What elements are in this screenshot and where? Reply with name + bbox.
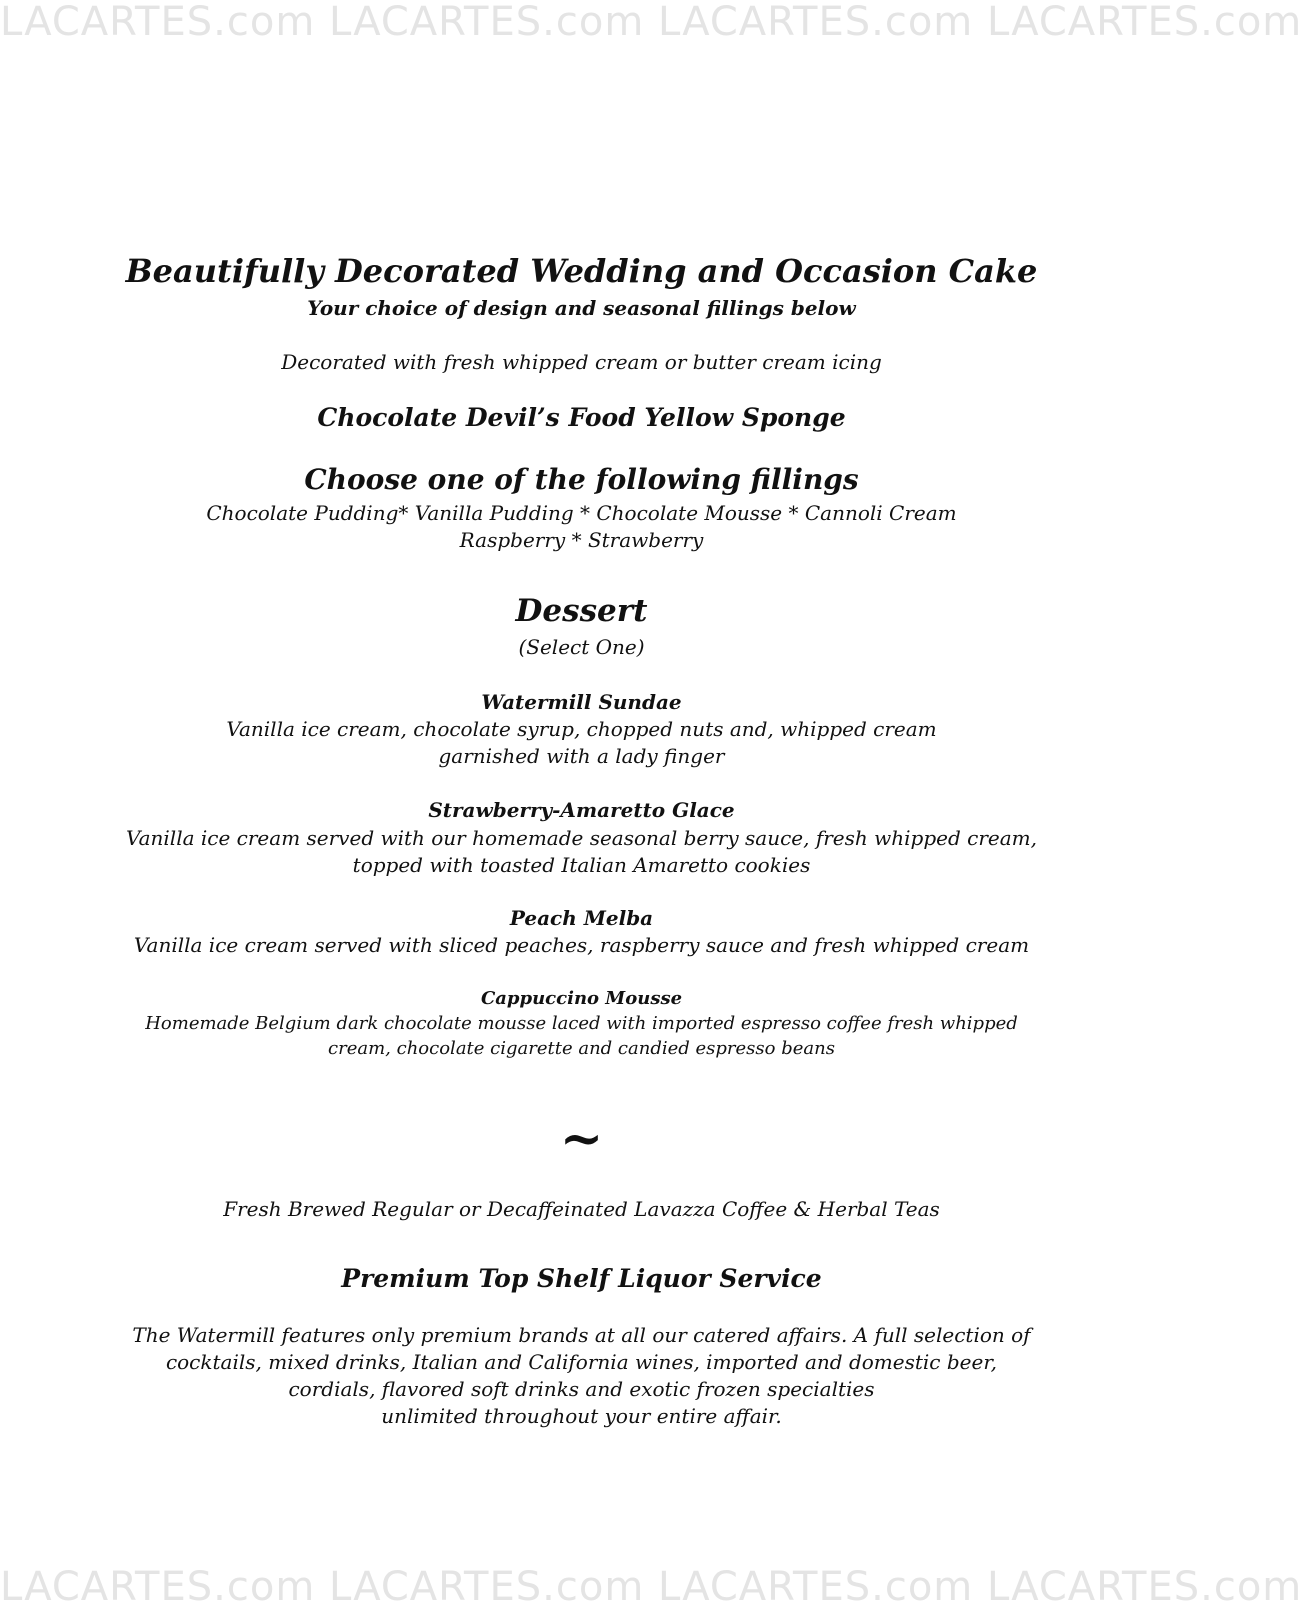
liquor-desc: The Watermill features only premium brands at all our catered affairs. A full selection of xyxy=(132,1323,1031,1347)
dessert-item-desc: topped with toasted Italian Amaretto cookies xyxy=(352,853,811,877)
dessert-item-desc: cream, chocolate cigarette and candied espresso beans xyxy=(328,1038,835,1059)
dessert-item-desc: Homemade Belgium dark chocolate mousse laced with imported espresso coffee fresh whipped xyxy=(145,1013,1018,1034)
dessert-item-desc: garnished with a lady finger xyxy=(438,744,725,768)
fillings-line-2: Raspberry * Strawberry xyxy=(459,528,704,552)
cake-subtitle: Your choice of design and seasonal fillings below xyxy=(307,296,856,320)
watermark-top: LACARTES.com LACARTES.com LACARTES.com LACARTES.com xyxy=(0,0,1302,45)
dessert-item-name: Watermill Sundae xyxy=(481,690,682,714)
dessert-item-name: Strawberry-Amaretto Glace xyxy=(428,798,735,822)
fillings-heading: Choose one of the following fillings xyxy=(304,463,859,496)
coffee-line: Fresh Brewed Regular or Decaffeinated Lavazza Coffee & Herbal Teas xyxy=(223,1197,940,1221)
dessert-item-desc: Vanilla ice cream, chocolate syrup, chopped nuts and, whipped cream xyxy=(226,717,937,741)
cake-flavors: Chocolate Devil’s Food Yellow Sponge xyxy=(317,403,846,432)
cake-title: Beautifully Decorated Wedding and Occasion Cake xyxy=(125,252,1038,290)
dessert-item-name: Cappuccino Mousse xyxy=(480,988,683,1009)
dessert-item-name: Peach Melba xyxy=(509,906,654,930)
watermark-bottom: LACARTES.com LACARTES.com LACARTES.com LACARTES.com xyxy=(0,1564,1302,1610)
dessert-note: (Select One) xyxy=(518,635,645,659)
liquor-desc: unlimited throughout your entire affair. xyxy=(381,1404,782,1428)
liquor-title: Premium Top Shelf Liquor Service xyxy=(341,1264,822,1293)
cake-decoration: Decorated with fresh whipped cream or butter cream icing xyxy=(281,350,882,374)
liquor-desc: cordials, flavored soft drinks and exotic frozen specialties xyxy=(288,1377,875,1401)
dessert-title: Dessert xyxy=(515,593,648,629)
tilde-divider: ~ xyxy=(559,1108,604,1169)
dessert-item-desc: Vanilla ice cream served with our homemade seasonal berry sauce, fresh whipped cream, xyxy=(126,826,1037,850)
liquor-desc: cocktails, mixed drinks, Italian and California wines, imported and domestic beer, xyxy=(165,1350,998,1374)
fillings-line-1: Chocolate Pudding* Vanilla Pudding * Chocolate Mousse * Cannoli Cream xyxy=(206,501,957,525)
dessert-item-desc: Vanilla ice cream served with sliced peaches, raspberry sauce and fresh whipped cream xyxy=(133,933,1030,957)
